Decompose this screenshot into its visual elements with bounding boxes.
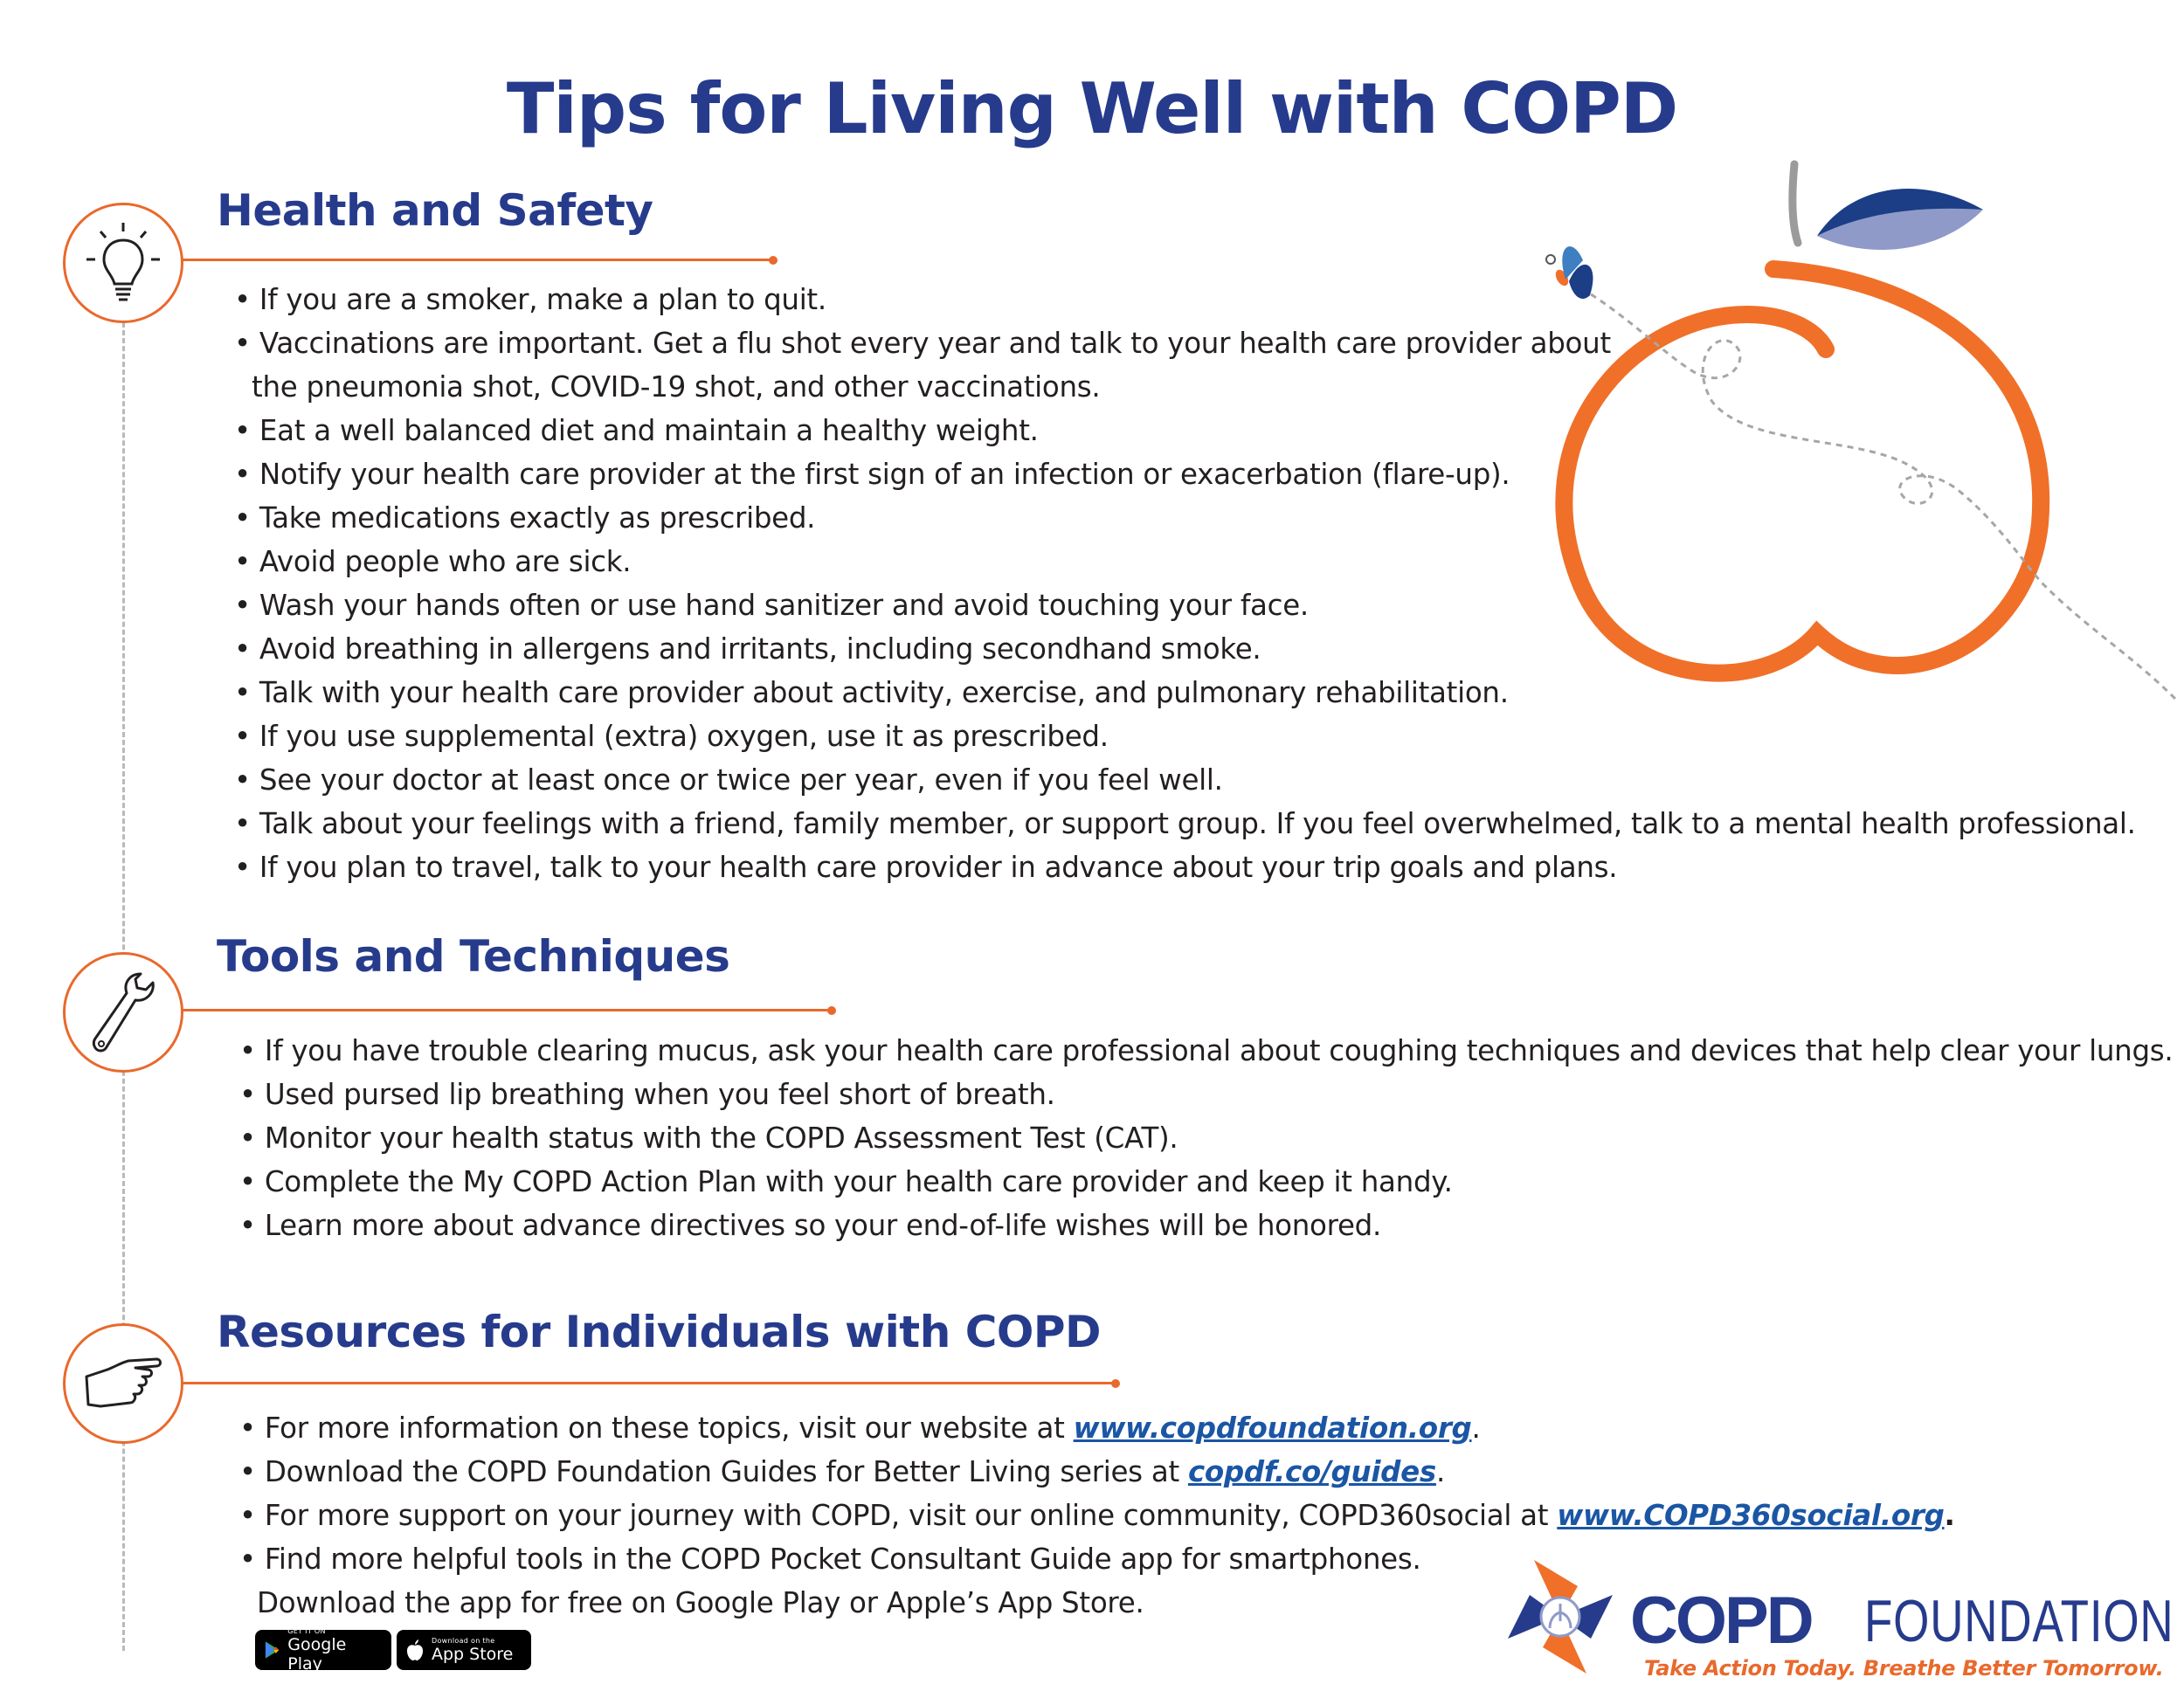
- section-rule: [181, 1009, 832, 1011]
- list-item: • Complete the My COPD Action Plan with your health care provider and keep it handy.: [239, 1160, 2173, 1204]
- list-item: • Notify your health care provider at the first sign of an infection or exacerbation (flare-up).: [234, 452, 2136, 496]
- list-item: • Learn more about advance directives so your end-of-life wishes will be honored.: [239, 1204, 2173, 1247]
- peach-stem: [1793, 164, 1798, 243]
- list-item: • Eat a well balanced diet and maintain a healthy weight.: [234, 409, 2136, 452]
- section-heading-tools-techniques: Tools and Techniques: [217, 931, 730, 982]
- list-item: • Download the COPD Foundation Guides for Better Living series at copdf.co/guides.: [239, 1450, 1955, 1494]
- list-item: • Wash your hands often or use hand sanitizer and avoid touching your face.: [234, 583, 2136, 627]
- section-rule: [181, 259, 773, 261]
- list-item: • Talk about your feelings with a friend, family member, or support group. If you feel overwhelmed, talk to a mental health professional.: [234, 802, 2136, 846]
- list-item: • If you use supplemental (extra) oxygen, use it as prescribed.: [234, 714, 2136, 758]
- wrench-icon: [63, 952, 183, 1073]
- list-item: • See your doctor at least once or twice per year, even if you feel well.: [234, 758, 2136, 802]
- lightbulb-icon: [63, 203, 183, 323]
- guides-link[interactable]: copdf.co/guides: [1187, 1455, 1436, 1488]
- list-item: • Find more helpful tools in the COPD Pocket Consultant Guide app for smartphones.: [239, 1537, 1955, 1581]
- pointing-hand-icon: [63, 1323, 183, 1444]
- app-store-badge[interactable]: Download on the App Store: [397, 1630, 531, 1670]
- section-heading-resources: Resources for Individuals with COPD: [217, 1307, 1102, 1357]
- section-rule: [181, 1382, 1116, 1384]
- copd360social-link[interactable]: www.COPD360social.org: [1557, 1499, 1945, 1532]
- list-item: • Take medications exactly as prescribed.: [234, 496, 2136, 540]
- list-item: • Avoid breathing in allergens and irritants, including secondhand smoke.: [234, 627, 2136, 671]
- logo-tagline: Take Action Today. Breathe Better Tomorrow.: [1644, 1656, 2164, 1681]
- list-item: • Vaccinations are important. Get a flu shot every year and talk to your health care provider about: [234, 321, 2136, 365]
- page-title: Tips for Living Well with COPD: [506, 68, 1678, 149]
- google-play-badge[interactable]: GET IT ON Google Play: [255, 1630, 391, 1670]
- list-item: • Talk with your health care provider about activity, exercise, and pulmonary rehabilitation.: [234, 671, 2136, 714]
- list-item: • Used pursed lip breathing when you feel short of breath.: [239, 1073, 2173, 1116]
- logo-copd-text: COPD: [1630, 1584, 1812, 1658]
- list-item: • Avoid people who are sick.: [234, 540, 2136, 583]
- list-item-continuation: Download the app for free on Google Play or Apple’s App Store.: [257, 1586, 1144, 1619]
- list-item: • If you have trouble clearing mucus, ask your health care professional about coughing techniques and devices that help clear your lungs.: [239, 1029, 2173, 1073]
- section-heading-health-safety: Health and Safety: [217, 185, 653, 236]
- list-item: • For more information on these topics, visit our website at www.copdfoundation.org.: [239, 1406, 1955, 1450]
- list-item: • If you plan to travel, talk to your health care provider in advance about your trip goals and plans.: [234, 846, 2136, 889]
- list-item: • If you are a smoker, make a plan to quit.: [234, 278, 2136, 321]
- health-safety-list: [234, 278, 2136, 889]
- copdfoundation-link[interactable]: www.copdfoundation.org: [1073, 1412, 1472, 1445]
- google-play-icon: [264, 1639, 280, 1660]
- list-item-continuation: the pneumonia shot, COVID-19 shot, and other vaccinations.: [252, 370, 1101, 404]
- apple-icon: [405, 1639, 425, 1661]
- list-item: • For more support on your journey with COPD, visit our online community, COPD360social at www.COPD360social.org.: [239, 1494, 1955, 1537]
- copd-foundation-pinwheel-icon: [1499, 1551, 1621, 1682]
- list-item: • Monitor your health status with the COPD Assessment Test (CAT).: [239, 1116, 2173, 1160]
- logo-foundation-text: FOUNDATION: [1864, 1588, 2174, 1654]
- tools-techniques-list: [239, 1029, 2173, 1247]
